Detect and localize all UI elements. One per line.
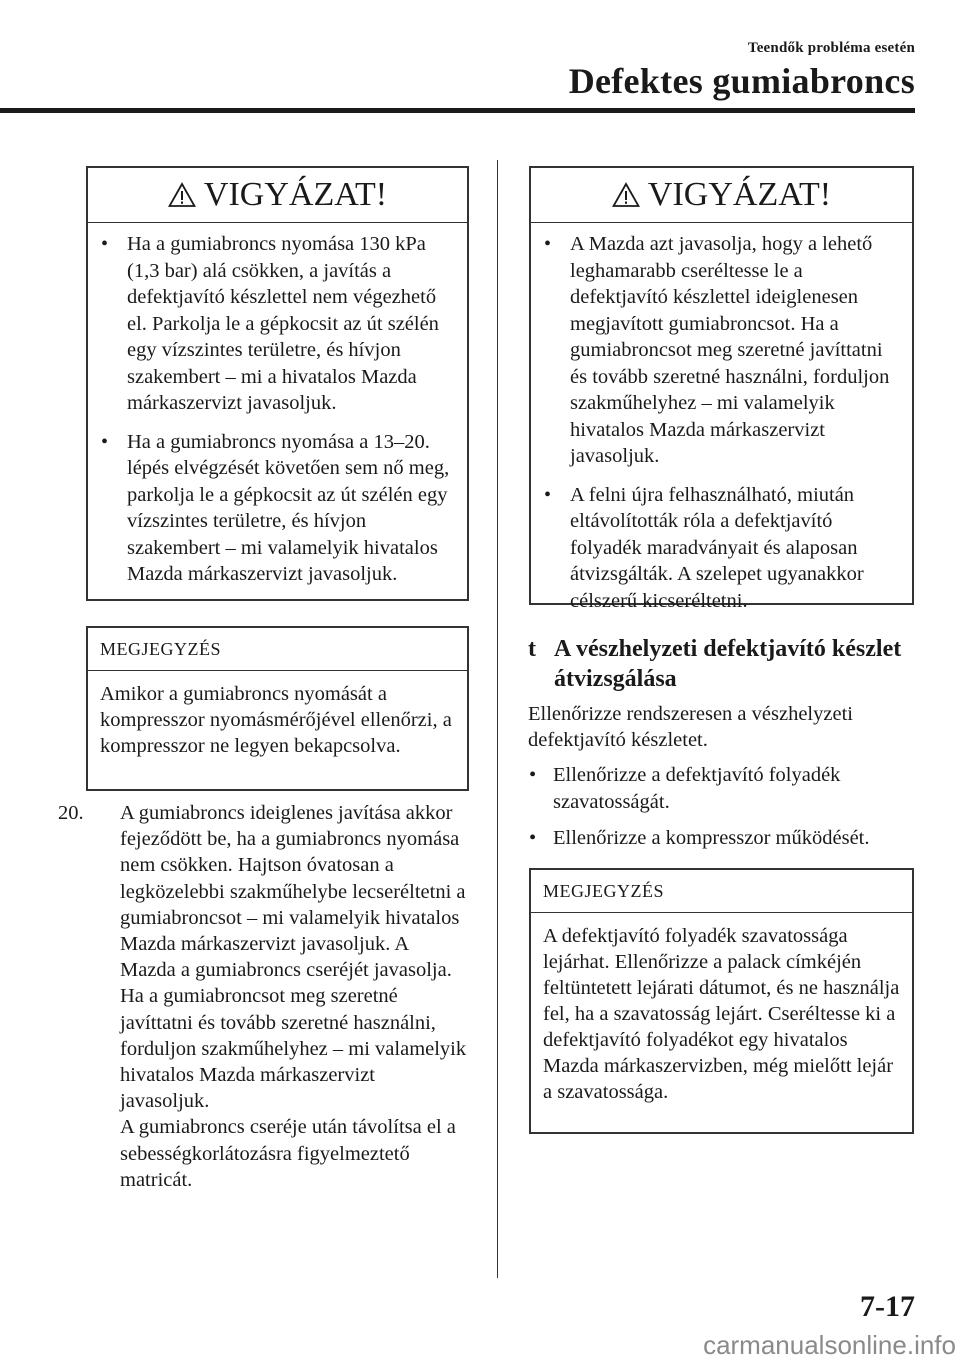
bullet-icon: •: [544, 483, 552, 506]
header-rule: [0, 108, 915, 113]
caution-heading-text: VIGYÁZAT!: [647, 176, 832, 213]
section-marker-icon: t: [528, 636, 536, 662]
bullet-icon: •: [529, 764, 537, 786]
list-item: • Ellenőrizze a kompresszor működését.: [528, 825, 918, 852]
list-item: • Ellenőrizze a defektjavító folyadék szavatosságát.: [529, 764, 841, 813]
bullet-icon: •: [101, 233, 109, 255]
section-heading: [528, 634, 918, 694]
step-text-2: A gumiabroncs cseréje után távolítsa el a sebességkorlátozásra figyelmeztető matricát.: [120, 1116, 456, 1191]
column-divider: [497, 160, 498, 1278]
note-text: A defektjavító folyadék szavatossága lejárhat. Ellenőrizze a palack címkéjén feltüntetett lejárati dátumot, és ne használja fel, ha a szavatosság lejárt. Cseréltesse ki a defektjavító folyadékot egy hivatalos Mazda márkaszervizben, még mielőtt lejár a szavatossága.: [543, 925, 900, 1103]
caution-heading: [531, 168, 912, 223]
warning-triangle-icon: [612, 182, 640, 208]
note-heading: MEGJEGYZÉS: [531, 870, 912, 913]
warning-triangle-icon: [168, 182, 196, 208]
bullet-icon: •: [544, 233, 552, 255]
caution-box-left: [86, 166, 469, 601]
section-bullets: [528, 762, 918, 862]
caution-item: • A felni újra felhasználható, miután eltávolították róla a defektjavító folyadék maradványait és alaposan átvizsgálták. A szelepet ugyanakkor célszerű kicseréltetni.: [544, 483, 864, 612]
section-title: A vészhelyzeti defektjavító készlet átvizsgálása: [554, 636, 902, 692]
note-box-left: [86, 626, 469, 791]
caution-list: [531, 223, 912, 614]
caution-item: • Ha a gumiabroncs nyomása a 13–20. lépés elvégzését követően sem nő meg, parkolja le a gépkocsit az út szélén egy vízszintes területre, és hívjon szakembert – mi valamelyik hivatalos Mazda márkaszervizt javasoljuk.: [101, 430, 450, 585]
page-title: Defektes gumiabroncs: [568, 61, 915, 101]
caution-box-right: [529, 166, 914, 612]
caution-heading-text: VIGYÁZAT!: [203, 176, 388, 213]
step-text: A gumiabroncs ideiglenes javítása akkor fejeződött be, ha a gumiabroncs nyomása nem csökken. Hajtson óvatosan a legközelebbi szakműhelybe lecseréltetni a gumiabroncsot – mi valamelyik hivatalos Mazda márkaszervizt javasoljuk. A Mazda a gumiabroncs cseréjét javasolja. Ha a gumiabroncsot meg szeretné javíttatni és tovább szeretné használni, forduljon szakműhelyhez – mi valamelyik hivatalos Mazda márkaszervizt javasoljuk.: [120, 802, 467, 1113]
caution-list: [88, 223, 467, 588]
step-20: [58, 800, 468, 1193]
note-heading: MEGJEGYZÉS: [88, 628, 467, 671]
page-number: 7-17: [860, 1290, 915, 1323]
watermark: carmanualsonline.info: [568, 1328, 960, 1362]
section-intro: Ellenőrizze rendszeresen a vészhelyzeti defektjavító készletet.: [528, 703, 853, 751]
note-box-right: [529, 868, 914, 1134]
header-subtitle: Teendők probléma esetén: [747, 40, 915, 56]
step-number: 20.: [58, 802, 84, 824]
caution-item: • Ha a gumiabroncs nyomása 130 kPa (1,3 bar) alá csökken, a javítás a defektjavító készlettel nem végezhető el. Parkolja le a gépkocsit az út szélén egy vízszintes területre, és hívjon szakembert – mi a hivatalos Mazda márkaszervizt javasoljuk.: [101, 233, 439, 414]
bullet-icon: •: [529, 827, 537, 849]
note-text: Amikor a gumiabroncs nyomását a kompresszor nyomásmérőjével ellenőrzi, a kompresszor ne legyen bekapcsolva.: [100, 683, 452, 757]
caution-item: • A Mazda azt javasolja, hogy a lehető leghamarabb cseréltesse le a defektjavító készlettel ideiglenesen megjavított gumiabroncsot. Ha a gumiabroncsot meg szeretné javíttatni és tovább szeretné használni, forduljon szakműhelyhez – mi valamelyik hivatalos Mazda márkaszervizt javasoljuk.: [544, 233, 890, 467]
bullet-icon: •: [101, 430, 109, 453]
caution-heading: [88, 168, 467, 223]
